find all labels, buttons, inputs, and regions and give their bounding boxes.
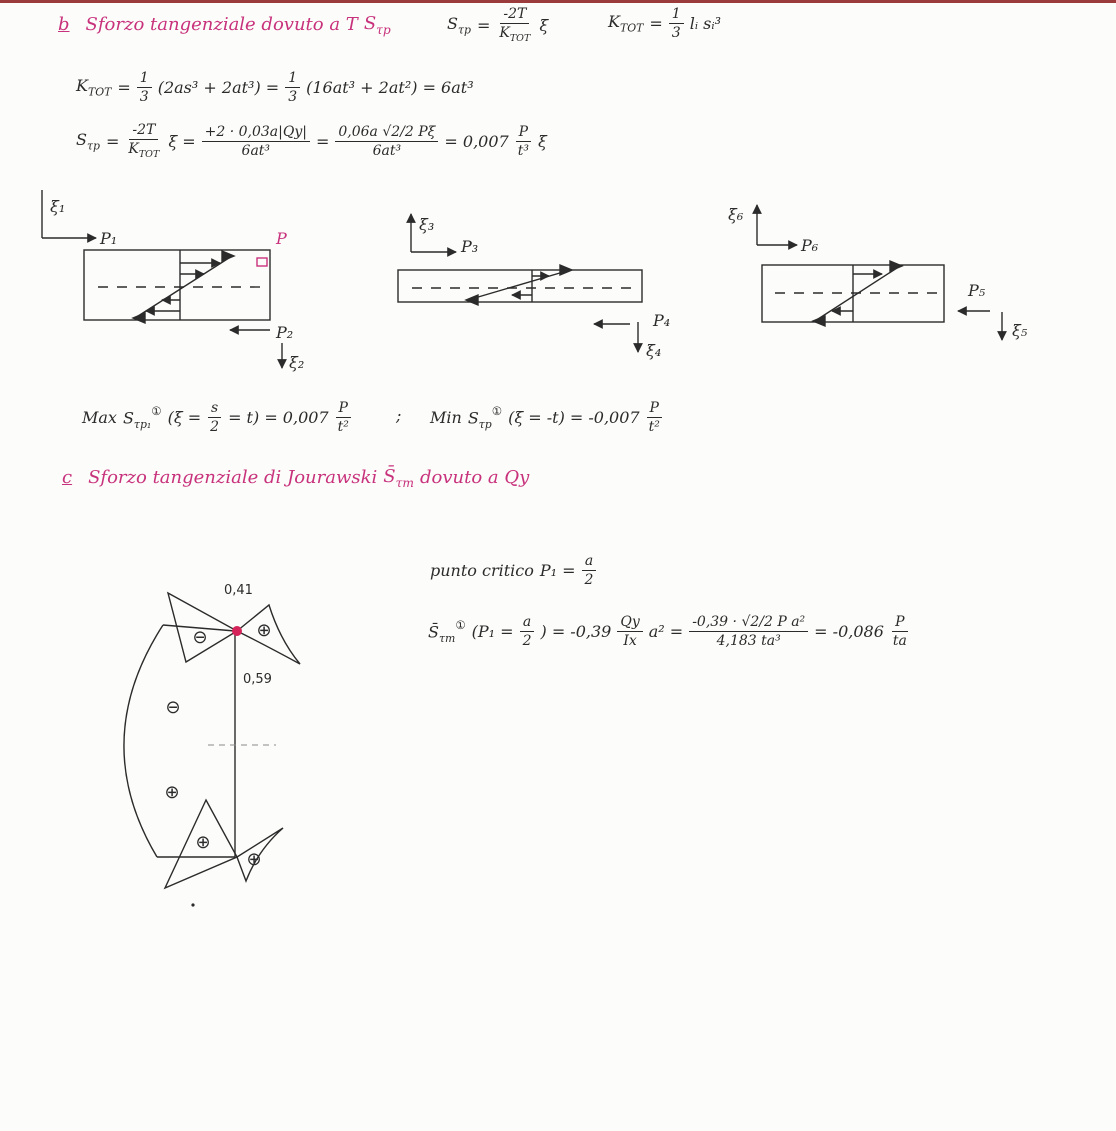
sign-minus: ⊖	[165, 697, 181, 718]
fraction-numerator: 1	[669, 6, 684, 24]
fraction-numerator: a	[582, 553, 596, 571]
fraction-denominator: ta	[892, 633, 907, 650]
formula-max-stress	[82, 400, 358, 435]
symbol-superscript: ①	[491, 403, 503, 418]
fraction-numerator: -2T	[500, 6, 529, 24]
sign-plus: ⊕	[246, 849, 262, 870]
fraction	[515, 124, 532, 159]
label-xi5: ξ₅	[1012, 321, 1028, 340]
fraction	[520, 614, 535, 649]
formula-part: (P₁ =	[471, 622, 514, 641]
fraction	[582, 553, 597, 588]
label-xi4: ξ₄	[646, 341, 662, 360]
section-c-letter: c	[62, 467, 73, 489]
label-p1: P₁	[100, 229, 118, 248]
fraction-denominator: 3	[288, 89, 298, 106]
profile-value-top: 0,41	[224, 583, 253, 598]
separator-semicolon: ;	[396, 406, 402, 425]
symbol-subscript: τp₁	[133, 417, 152, 431]
formula-jourawski	[428, 614, 916, 649]
symbol-superscript: ①	[151, 403, 162, 418]
symbol-subscript: TOT	[138, 148, 160, 160]
symbol-subscript: τp	[478, 417, 492, 431]
formula-lhs	[76, 76, 111, 98]
formula-part: (ξ = -t) = -0,007	[508, 408, 640, 427]
stress-end-arrowhead	[560, 265, 572, 275]
fraction-numerator: P	[892, 614, 907, 632]
ink-dot	[191, 903, 194, 906]
formula-ktot-calculation	[76, 70, 480, 105]
symbol-base: S	[363, 13, 377, 34]
equals-sign: =	[117, 78, 131, 97]
equals-sign: =	[649, 14, 663, 33]
section-b-symbol	[364, 13, 391, 38]
fraction-denominator: 2	[522, 633, 532, 650]
equals-sign: =	[105, 131, 120, 151]
symbol-base: S	[447, 14, 458, 34]
formula-part: ξ	[537, 131, 547, 151]
fraction-denominator: 6at³	[241, 142, 271, 159]
fraction-denominator: 2	[584, 572, 594, 589]
symbol-base: K	[76, 76, 88, 96]
label-xi3: ξ₃	[419, 215, 435, 234]
section-b-heading	[58, 13, 397, 38]
formula-lhs	[76, 130, 100, 152]
fraction-denominator: 3	[139, 89, 149, 106]
formula-part: = -0,086	[814, 622, 884, 641]
formula-min-stress	[430, 400, 669, 435]
symbol-subscript: TOT	[87, 85, 112, 99]
section-b-letter: b	[58, 14, 70, 36]
fraction-denominator: 3	[671, 25, 681, 42]
formula-separator	[396, 406, 407, 425]
fraction	[617, 614, 642, 649]
formula-part: a² =	[648, 622, 684, 641]
formula-ktot-definition	[608, 6, 727, 41]
sign-plus: ⊕	[256, 620, 272, 641]
fraction-denominator: Ix	[623, 633, 637, 650]
label-p-critical: P	[276, 229, 287, 248]
label-p3: P₃	[461, 237, 479, 256]
section-c-symbol	[383, 466, 414, 491]
symbol-base: K	[499, 25, 510, 42]
fraction	[202, 124, 310, 159]
fraction	[285, 70, 300, 105]
section-c-heading	[62, 466, 535, 491]
fraction-numerator: P	[647, 400, 662, 418]
section-b-title: Sforzo tangenziale dovuto a T	[85, 14, 358, 36]
fraction-numerator: -2T	[129, 122, 158, 140]
formula-symbol	[468, 405, 502, 431]
symbol-base: S	[467, 408, 479, 428]
formula-part: (16at³ + 2at²) = 6at³	[306, 78, 474, 97]
critical-point-label: punto critico	[430, 561, 534, 580]
symbol-subscript: τp	[86, 139, 100, 153]
jourawski-profile	[124, 593, 300, 888]
fraction-numerator: 1	[285, 70, 300, 88]
symbol-base: K	[608, 12, 620, 32]
formula-symbol	[123, 405, 162, 431]
stress-end-arrowhead	[890, 261, 902, 271]
symbol-subscript: τm	[438, 631, 456, 645]
formula-part: = 0,007	[444, 131, 509, 151]
fraction	[125, 122, 162, 161]
fraction-denominator: 4,183 ta³	[716, 633, 781, 650]
shear-diagram-3	[757, 205, 1002, 340]
formula-part: = t) = 0,007	[228, 408, 329, 427]
label-xi6: ξ₆	[728, 205, 744, 224]
fraction-denominator	[496, 24, 533, 45]
fraction	[335, 400, 352, 435]
fraction	[335, 124, 438, 159]
section-c-title: Sforzo tangenziale di Jourawski	[88, 467, 378, 489]
label-p2: P₂	[276, 323, 294, 342]
fraction-denominator: t³	[517, 142, 529, 159]
fraction	[137, 70, 152, 105]
formula-part: ) = -0,39	[540, 622, 612, 641]
label-xi1: ξ₁	[50, 197, 66, 216]
formula-symbol	[428, 619, 466, 645]
fraction-denominator: 6at³	[372, 142, 402, 159]
symbol-superscript: ①	[455, 617, 466, 632]
formula-tail: lᵢ sᵢ³	[689, 14, 721, 33]
formula-part: (ξ =	[167, 408, 202, 427]
formula-part: ξ =	[168, 131, 196, 151]
stress-end-arrowhead	[133, 313, 145, 323]
formula-stp-definition	[447, 6, 554, 45]
fraction-numerator: s	[208, 400, 221, 418]
fraction-denominator	[125, 140, 162, 161]
symbol-subscript: TOT	[619, 21, 644, 35]
symbol-base: S̄	[428, 622, 439, 642]
formula-part: (2as³ + 2at³) =	[157, 78, 280, 97]
fraction-numerator: Qy	[617, 614, 642, 632]
fraction	[890, 614, 910, 649]
symbol-subscript: TOT	[509, 32, 531, 44]
shear-diagram-2	[398, 214, 642, 352]
formula-lhs	[447, 14, 471, 36]
critical-point-marker	[257, 258, 267, 266]
label-xi2: ξ₂	[289, 353, 305, 372]
fraction-numerator: P	[336, 400, 351, 418]
critical-point-dot	[232, 626, 242, 636]
fraction	[689, 614, 808, 649]
symbol-base: S̄	[383, 466, 396, 487]
fraction-numerator: 0,06a √2/2 Pξ	[335, 124, 438, 142]
symbol-subscript: τm	[395, 475, 415, 490]
fraction	[207, 400, 222, 435]
symbol-subscript: τp	[376, 22, 391, 37]
wall-section-1	[84, 250, 270, 320]
stress-end-arrowhead	[813, 316, 825, 326]
section-c-tail: dovuto a Qy	[420, 467, 530, 489]
critical-point	[430, 553, 602, 588]
critical-point-lhs: P₁ =	[539, 561, 576, 580]
max-label: Max	[82, 408, 117, 427]
formula-stp-calculation	[76, 122, 553, 161]
fraction	[669, 6, 684, 41]
fraction-numerator: P	[516, 124, 531, 142]
sign-plus: ⊕	[195, 832, 211, 853]
symbol-base: K	[128, 141, 139, 158]
label-p5: P₅	[968, 281, 986, 300]
min-label: Min	[430, 408, 462, 427]
fraction-numerator: +2 · 0,03a|Qy|	[202, 124, 310, 142]
fraction-denominator: 2	[210, 419, 220, 436]
fraction-denominator: t²	[648, 419, 660, 436]
sign-minus: ⊖	[192, 627, 208, 648]
formula-lhs	[608, 12, 643, 34]
wall-section-2	[398, 270, 642, 302]
profile-arc	[124, 625, 163, 857]
symbol-base: S	[122, 408, 134, 428]
fraction-numerator: 1	[137, 70, 152, 88]
symbol-subscript: τp	[457, 23, 471, 37]
sign-plus: ⊕	[164, 782, 180, 803]
shear-diagram-1	[42, 190, 282, 368]
stress-end-arrowhead	[466, 295, 478, 305]
label-p6: P₆	[801, 236, 819, 255]
stress-end-arrowhead	[222, 251, 234, 261]
profile-value-mid: 0,59	[243, 672, 272, 687]
fraction-denominator: t²	[337, 419, 349, 436]
fraction-numerator: a	[520, 614, 534, 632]
fraction-numerator: -0,39 · √2/2 P a²	[689, 614, 808, 632]
fraction	[496, 6, 533, 45]
formula-tail: ξ	[539, 15, 549, 35]
equals-sign: =	[476, 15, 491, 35]
label-p4: P₄	[653, 311, 671, 330]
fraction	[646, 400, 663, 435]
formula-part: =	[315, 131, 330, 151]
symbol-base: S	[76, 130, 87, 150]
